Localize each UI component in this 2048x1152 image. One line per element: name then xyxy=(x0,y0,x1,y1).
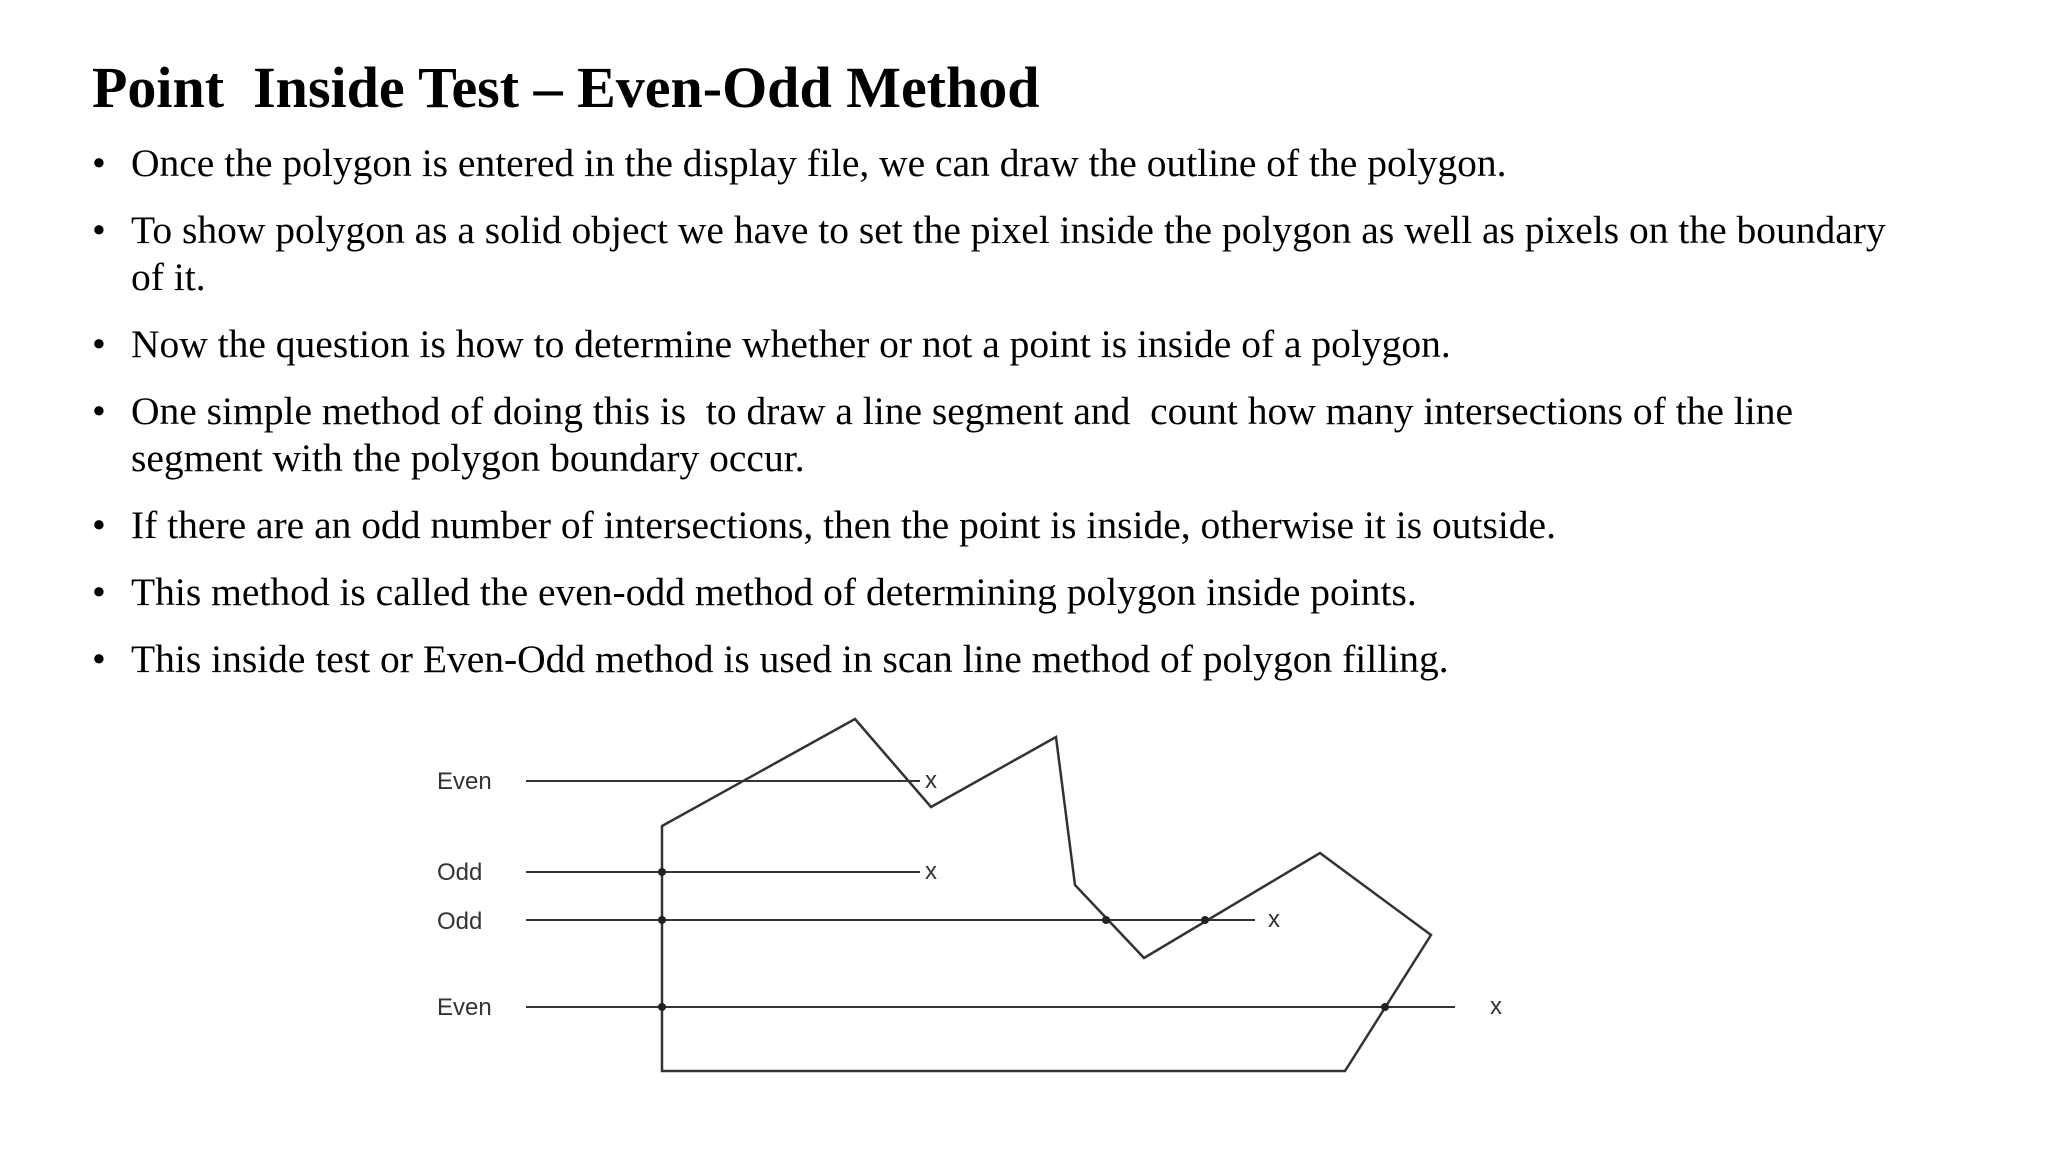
bullet-text: To show polygon as a solid object we have to set the pixel inside the polygon as well as pixels on the boundary of it. xyxy=(131,208,1896,299)
point-marker: x xyxy=(1490,993,1502,1020)
intersection-dot xyxy=(658,868,666,876)
bullet-list xyxy=(92,140,1922,703)
scan-line-label: Odd xyxy=(437,859,483,886)
intersection-dot xyxy=(1201,916,1209,924)
bullet-dot: • xyxy=(92,637,106,681)
polygon-group xyxy=(662,719,1431,1071)
bullet-item xyxy=(92,388,1922,482)
bullet-item xyxy=(92,140,1922,187)
scan-lines xyxy=(526,781,1455,1007)
bullet-item xyxy=(92,636,1922,683)
bullet-item xyxy=(92,569,1922,616)
bullet-dot: • xyxy=(92,208,106,252)
bullet-item xyxy=(92,502,1922,549)
scan-line-label: Even xyxy=(437,994,492,1021)
bullet-dot: • xyxy=(92,389,106,433)
bullet-text: Once the polygon is entered in the display file, we can draw the outline of the polygon. xyxy=(131,141,1507,185)
bullet-dot: • xyxy=(92,570,106,614)
intersection-dot xyxy=(658,916,666,924)
intersection-dot xyxy=(1102,916,1110,924)
bullet-item xyxy=(92,321,1922,368)
intersection-dot xyxy=(658,1003,666,1011)
bullet-dot: • xyxy=(92,322,106,366)
bullet-dot: • xyxy=(92,141,106,185)
polygon-outline xyxy=(662,719,1431,1071)
point-marker: x xyxy=(925,858,937,885)
bullet-text: If there are an odd number of intersections, then the point is inside, otherwise it is outside. xyxy=(131,503,1556,547)
bullet-text: This method is called the even-odd method of determining polygon inside points. xyxy=(131,570,1417,614)
bullet-text: This inside test or Even-Odd method is used in scan line method of polygon filling. xyxy=(131,637,1449,681)
scan-line-label: Odd xyxy=(437,908,483,935)
bullet-dot: • xyxy=(92,503,106,547)
point-markers xyxy=(925,767,1502,1020)
point-marker: x xyxy=(1268,906,1280,933)
scan-line-label: Even xyxy=(437,768,492,795)
point-marker: x xyxy=(925,767,937,794)
scan-line-labels xyxy=(437,768,492,1021)
intersection-dot xyxy=(1381,1003,1389,1011)
bullet-item xyxy=(92,207,1922,301)
even-odd-diagram xyxy=(430,705,1530,1085)
intersection-dots xyxy=(658,868,1389,1011)
slide-title: Point Inside Test – Even-Odd Method xyxy=(92,55,1040,120)
bullet-text: Now the question is how to determine whether or not a point is inside of a polygon. xyxy=(131,322,1451,366)
bullet-text: One simple method of doing this is to draw a line segment and count how many intersections of the line segment with the polygon boundary occur. xyxy=(131,389,1803,480)
